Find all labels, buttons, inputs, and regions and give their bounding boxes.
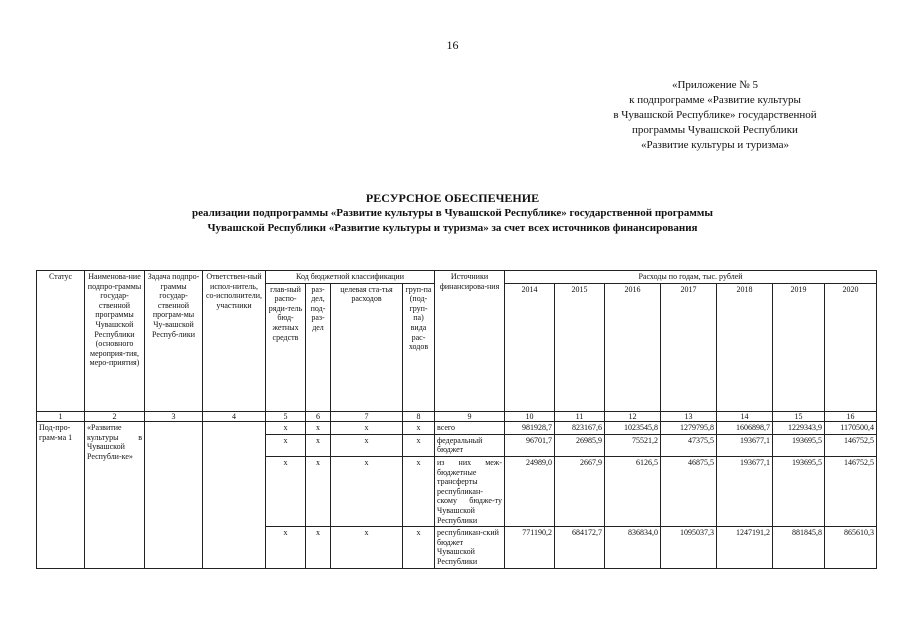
- code-cell: х: [403, 422, 435, 435]
- source-cell: всего: [435, 422, 505, 435]
- code-cell: х: [403, 456, 435, 526]
- source-cell: из них меж-бюджетные трансферты республикан-скому бюдже-ту Чувашской Республики: [435, 456, 505, 526]
- value-cell: 46875,5: [661, 456, 717, 526]
- code-cell: х: [306, 456, 331, 526]
- appendix-note: [560, 78, 870, 153]
- header-budget-code: Код бюджетной классификации: [266, 271, 435, 284]
- value-cell: 865610,3: [825, 527, 877, 568]
- resource-table: [36, 270, 877, 569]
- code-cell: х: [266, 456, 306, 526]
- header-responsible: Ответствен-ный испол-нитель, со-исполнители, участники: [203, 271, 266, 412]
- document-title: РЕСУРСНОЕ ОБЕСПЕЧЕНИЕ: [365, 191, 540, 205]
- value-cell: 1229343,9: [773, 422, 825, 435]
- value-cell: 146752,5: [825, 456, 877, 526]
- value-cell: 1023545,8: [605, 422, 661, 435]
- header-sources: Источники финансирова-ния: [435, 271, 505, 412]
- column-number: 8: [403, 411, 435, 422]
- column-number: 11: [555, 411, 605, 422]
- header-year: 2017: [661, 283, 717, 411]
- value-cell: 96701,7: [505, 434, 555, 456]
- header-task: Задача подпро-граммы государ-ственной програм-мы Чу-вашской Респуб-лики: [145, 271, 203, 412]
- header-year: 2016: [605, 283, 661, 411]
- appendix-line: в Чувашской Республике» государственной: [613, 109, 817, 121]
- code-cell: х: [266, 527, 306, 568]
- value-cell: 1606898,7: [717, 422, 773, 435]
- column-number: 16: [825, 411, 877, 422]
- value-cell: 836834,0: [605, 527, 661, 568]
- column-number: 6: [306, 411, 331, 422]
- value-cell: 193677,1: [717, 456, 773, 526]
- document-subtitle-line: реализации подпрограммы «Развитие культуры в Чувашской Республике» государственной программы: [192, 207, 713, 219]
- column-number: 10: [505, 411, 555, 422]
- column-number: 9: [435, 411, 505, 422]
- appendix-line: программы Чувашской Республики: [632, 124, 798, 136]
- header-year: 2014: [505, 283, 555, 411]
- status-cell: Под-про-грам-ма 1: [37, 422, 85, 568]
- appendix-line: «Приложение № 5: [671, 79, 759, 91]
- column-number: 12: [605, 411, 661, 422]
- code-cell: х: [306, 527, 331, 568]
- name-cell: «Развитие культуры в Чувашской Республи-ке»: [85, 422, 145, 568]
- code-cell: х: [331, 422, 403, 435]
- header-code-group: груп-па (под-груп-па) вида рас-ходов: [403, 283, 435, 411]
- document-subtitle-line: Чувашской Республики «Развитие культуры и туризма» за счет всех источников финансирования: [207, 222, 698, 234]
- value-cell: 881845,8: [773, 527, 825, 568]
- value-cell: 1279795,8: [661, 422, 717, 435]
- code-cell: х: [266, 434, 306, 456]
- page-number: 16: [446, 38, 459, 52]
- table-row: [37, 422, 877, 435]
- column-number: 3: [145, 411, 203, 422]
- code-cell: х: [403, 527, 435, 568]
- column-number: 5: [266, 411, 306, 422]
- header-code-target: целевая ста-тья расходов: [331, 283, 403, 411]
- table-header-row: [37, 271, 877, 284]
- code-cell: х: [403, 434, 435, 456]
- header-code-section: раз-дел, под-раз-дел: [306, 283, 331, 411]
- column-number: 4: [203, 411, 266, 422]
- header-year: 2020: [825, 283, 877, 411]
- value-cell: 2667,9: [555, 456, 605, 526]
- header-year: 2018: [717, 283, 773, 411]
- column-number: 2: [85, 411, 145, 422]
- header-year: 2019: [773, 283, 825, 411]
- value-cell: 771190,2: [505, 527, 555, 568]
- value-cell: 1247191,2: [717, 527, 773, 568]
- appendix-line: к подпрограмме «Развитие культуры: [629, 94, 801, 106]
- appendix-line: «Развитие культуры и туризма»: [641, 139, 789, 151]
- value-cell: 1170500,4: [825, 422, 877, 435]
- column-number-row: [37, 411, 877, 422]
- code-cell: х: [331, 434, 403, 456]
- code-cell: х: [331, 527, 403, 568]
- responsible-cell: [203, 422, 266, 568]
- value-cell: 981928,7: [505, 422, 555, 435]
- value-cell: 26985,9: [555, 434, 605, 456]
- value-cell: 193677,1: [717, 434, 773, 456]
- value-cell: 24989,0: [505, 456, 555, 526]
- value-cell: 47375,5: [661, 434, 717, 456]
- header-status: Статус: [37, 271, 85, 412]
- code-cell: х: [306, 422, 331, 435]
- value-cell: 193695,5: [773, 434, 825, 456]
- value-cell: 1095037,3: [661, 527, 717, 568]
- value-cell: 6126,5: [605, 456, 661, 526]
- source-cell: федеральный бюджет: [435, 434, 505, 456]
- task-cell: [145, 422, 203, 568]
- source-cell: республикан-ский бюджет Чувашской Республики: [435, 527, 505, 568]
- code-cell: х: [306, 434, 331, 456]
- code-cell: х: [331, 456, 403, 526]
- column-number: 15: [773, 411, 825, 422]
- column-number: 1: [37, 411, 85, 422]
- column-number: 14: [717, 411, 773, 422]
- value-cell: 823167,6: [555, 422, 605, 435]
- value-cell: 146752,5: [825, 434, 877, 456]
- code-cell: х: [266, 422, 306, 435]
- header-name: Наименова-ние подпро-граммы государ-ственной программы Чувашской Республики (основного мероприя-тия, меро-приятия): [85, 271, 145, 412]
- header-code-manager: глав-ный распо-ряди-тель бюд-жетных средств: [266, 283, 306, 411]
- header-year: 2015: [555, 283, 605, 411]
- column-number: 7: [331, 411, 403, 422]
- document-heading: [0, 190, 905, 236]
- value-cell: 684172,7: [555, 527, 605, 568]
- value-cell: 75521,2: [605, 434, 661, 456]
- column-number: 13: [661, 411, 717, 422]
- value-cell: 193695,5: [773, 456, 825, 526]
- header-expenses: Расходы по годам, тыс. рублей: [505, 271, 877, 284]
